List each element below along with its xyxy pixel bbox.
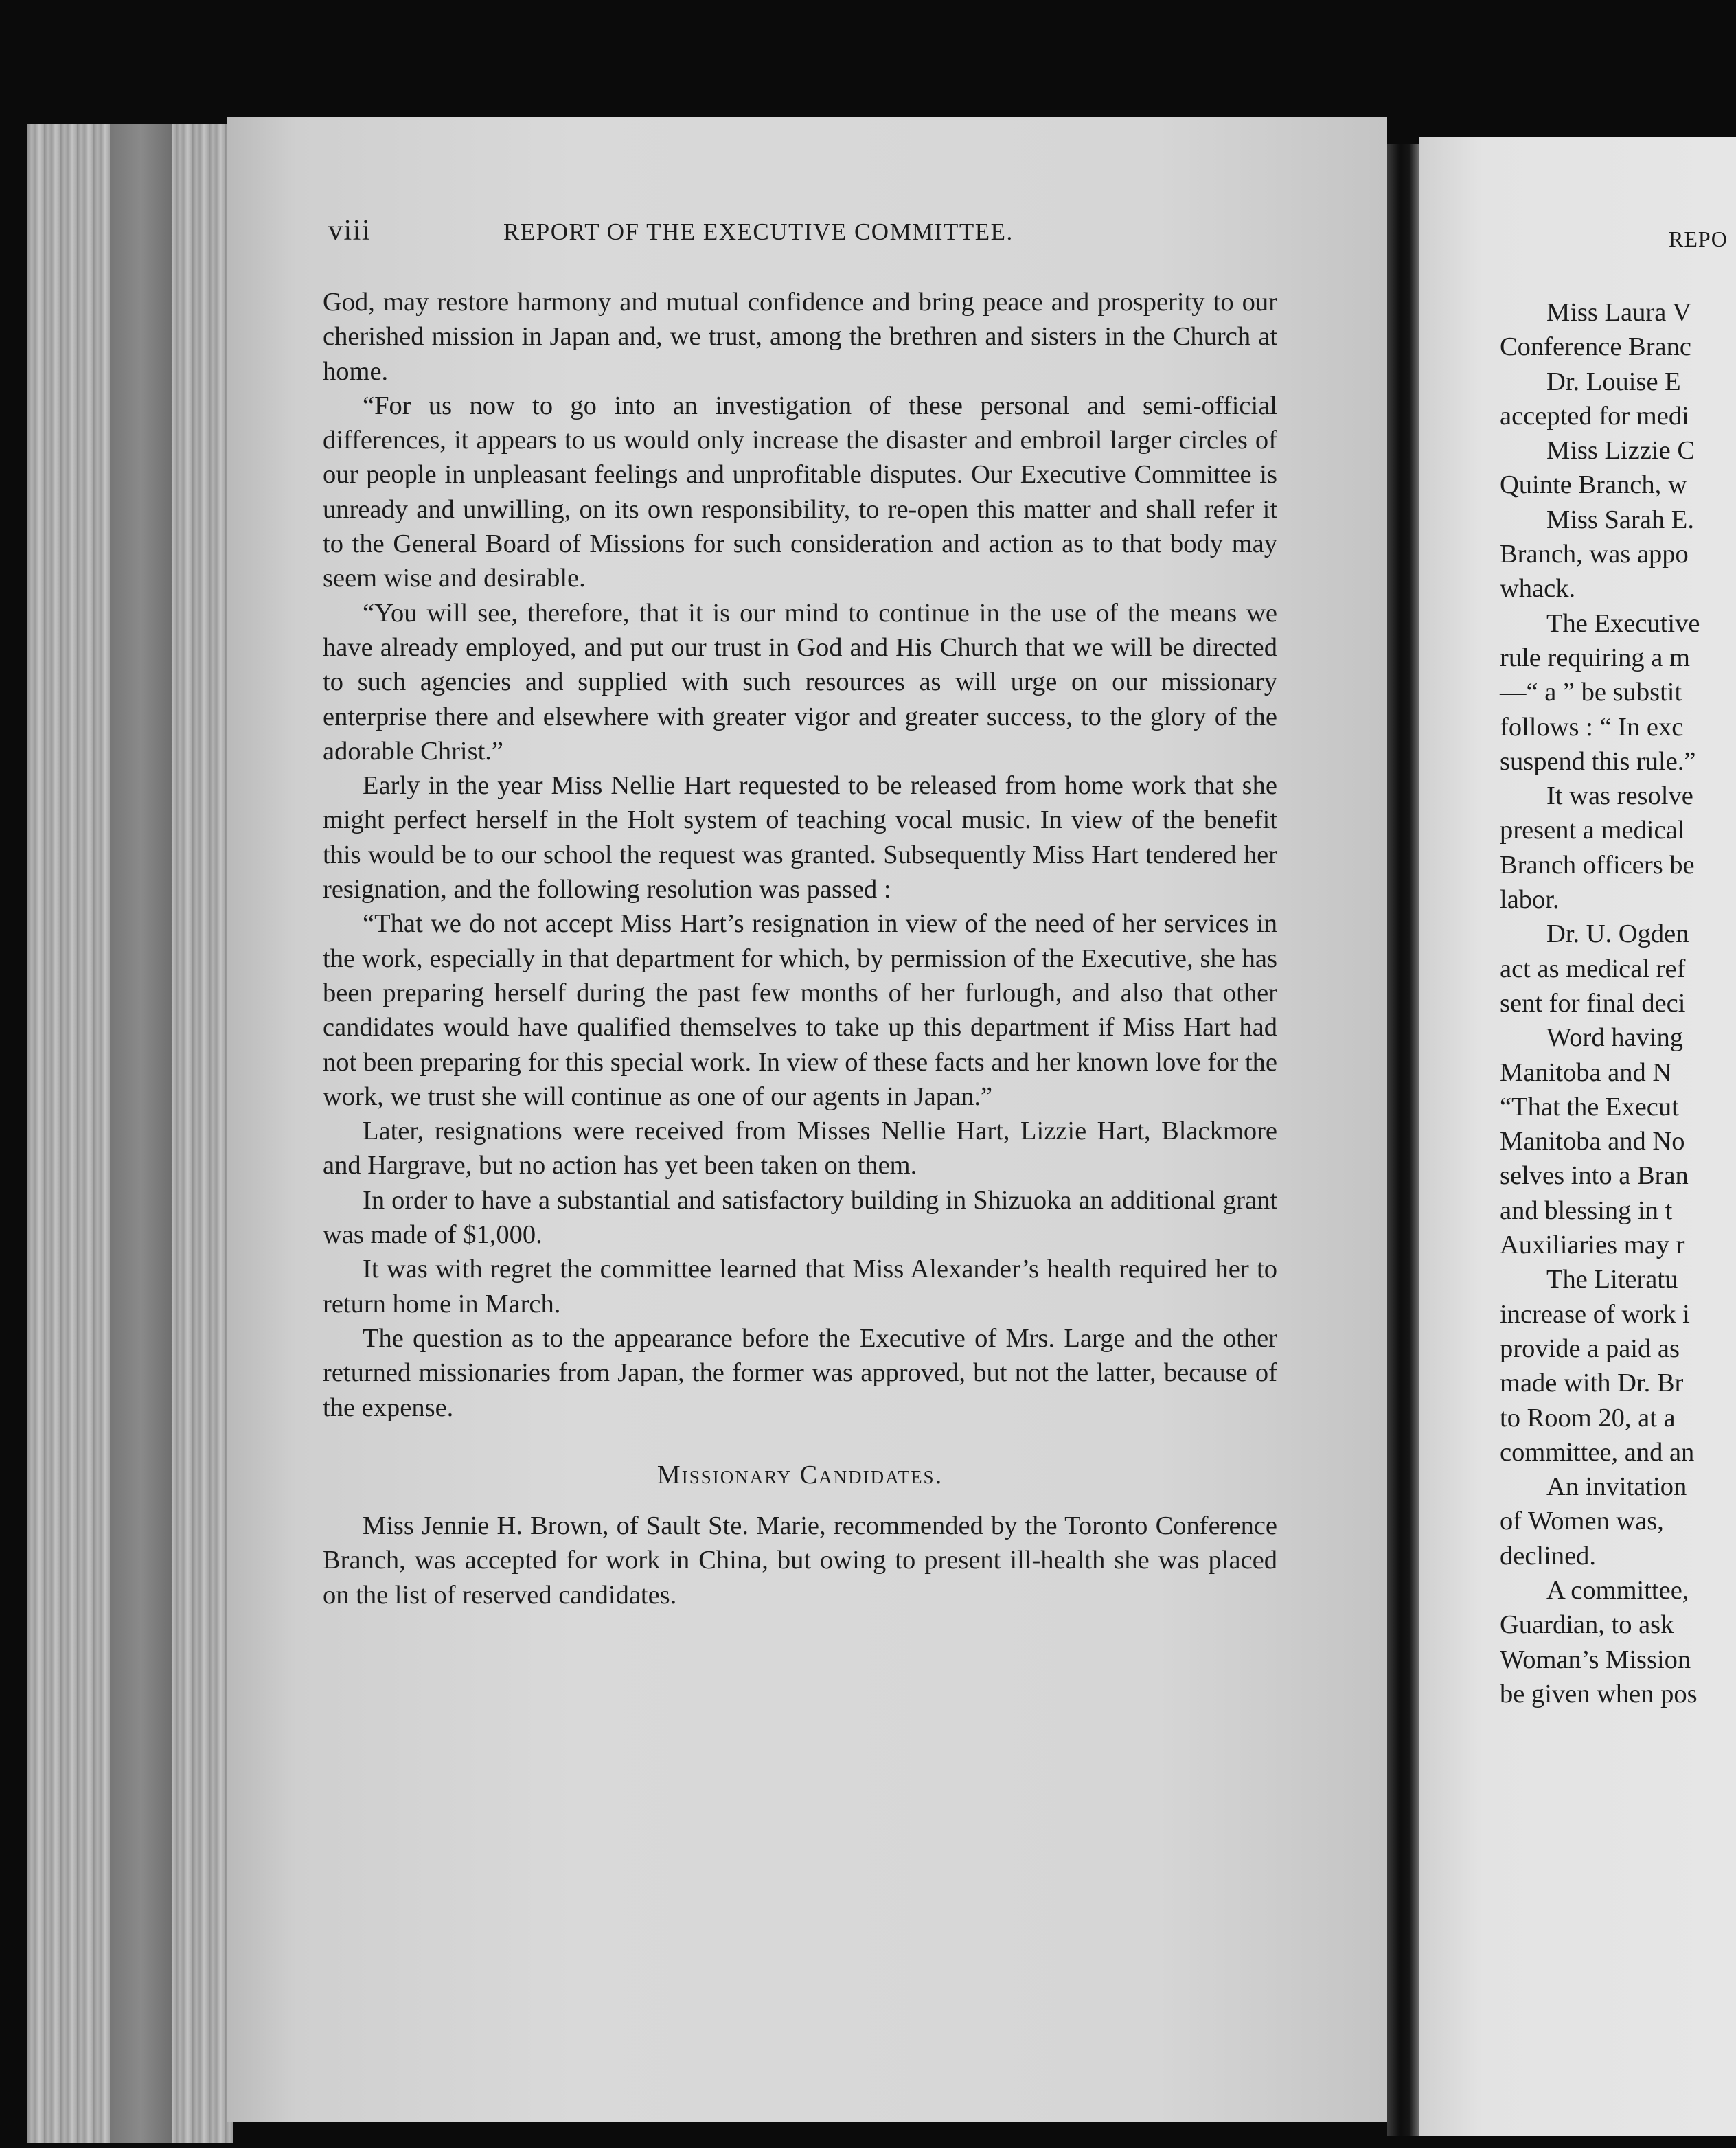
paragraph: The question as to the appearance before the Executive of Mrs. Large and the other returned missionaries from Japan, the former was approved, but not the latter, because of the expense. bbox=[323, 1323, 1277, 1422]
paragraph: “For us now to go into an investigation of these personal and semi-official differences, it appears to us would only increase the disaster and embroil larger circles of our people in unpleasant feelings and unprofitable disputes. Our Executive Committee is unready and unwilling, on its own responsibility, to re-open this matter and shall refer it to the General Board of Missions for such consideration and action as to that body may seem wise and desirable. bbox=[323, 391, 1277, 593]
page-edge-shadow bbox=[110, 124, 172, 2143]
paragraph: It was with regret the committee learned that Miss Alexander’s health required her to return home in March. bbox=[323, 1255, 1277, 1318]
text-line: Woman’s Mission bbox=[1500, 1645, 1691, 1674]
text-line: The Literatu bbox=[1546, 1265, 1678, 1294]
text-line: provide a paid as bbox=[1500, 1334, 1680, 1363]
text-line: It was resolve bbox=[1546, 781, 1693, 811]
text-line: An invitation bbox=[1546, 1472, 1687, 1502]
book-page-edges bbox=[27, 124, 233, 2143]
text-line: increase of work i bbox=[1500, 1299, 1690, 1329]
text-line: labor. bbox=[1500, 885, 1560, 915]
text-line: Miss Lizzie C bbox=[1546, 436, 1695, 466]
text-line: Miss Laura V bbox=[1546, 298, 1692, 327]
text-line: Conference Branc bbox=[1500, 332, 1691, 362]
text-line: made with Dr. Br bbox=[1500, 1369, 1684, 1398]
text-line: sent for final deci bbox=[1500, 988, 1686, 1018]
text-line: Branch officers be bbox=[1500, 850, 1695, 880]
text-line: whack. bbox=[1500, 574, 1576, 604]
text-line: Word having bbox=[1546, 1023, 1683, 1053]
text-line: suspend this rule.” bbox=[1500, 746, 1696, 776]
text-line: present a medical bbox=[1500, 816, 1685, 845]
right-page-body bbox=[1500, 295, 1736, 1711]
text-line: Guardian, to ask bbox=[1500, 1610, 1674, 1640]
text-line: Dr. Louise E bbox=[1546, 367, 1681, 396]
text-line: Manitoba and N bbox=[1500, 1058, 1672, 1087]
text-line: accepted for medi bbox=[1500, 401, 1689, 431]
text-line: of Women was, bbox=[1500, 1507, 1664, 1536]
paragraph: Later, resignations were received from Misses Nellie Hart, Lizzie Hart, Blackmore and Hargrave, but no action has yet been taken on them. bbox=[323, 1117, 1277, 1180]
text-line: The Executive bbox=[1546, 608, 1700, 638]
right-running-head: REPO bbox=[1669, 227, 1728, 251]
text-line: Auxiliaries may r bbox=[1500, 1231, 1685, 1260]
paragraph: God, may restore harmony and mutual confidence and bring peace and prosperity to our cherished mission in Japan and, we trust, among the brethren and sisters in the Church at home. bbox=[323, 288, 1277, 386]
text-line: “That the Execut bbox=[1500, 1092, 1679, 1121]
book-gutter bbox=[1387, 144, 1419, 2136]
text-line: Manitoba and No bbox=[1500, 1127, 1685, 1156]
paragraph: Miss Jennie H. Brown, of Sault Ste. Marie, recommended by the Toronto Conference Branch, was accepted for work in China, but owing to present ill-health she was placed on the list of reserved candidates. bbox=[323, 1511, 1277, 1610]
text-line: be given when pos bbox=[1500, 1679, 1698, 1709]
section-heading: Missionary Candidates. bbox=[656, 1460, 944, 1489]
paragraph: “You will see, therefore, that it is our mind to continue in the use of the means we have already employed, and put our trust in God and His Church that we will be directed to such agencies and supplied with such resources as will urge on our missionary enterprise there and elsewhere with greater vigor and greater success, to the glory of the adorable Christ.” bbox=[323, 598, 1277, 766]
text-line: and blessing in t bbox=[1500, 1196, 1673, 1225]
paragraph: In order to have a substantial and satisfactory building in Shizuoka an additional grant was made of $1,000. bbox=[323, 1185, 1277, 1250]
text-line: declined. bbox=[1500, 1541, 1597, 1570]
text-line: follows : “ In exc bbox=[1500, 712, 1684, 742]
text-line: committee, and an bbox=[1500, 1437, 1695, 1467]
text-line: rule requiring a m bbox=[1500, 643, 1690, 672]
text-line: Quinte Branch, w bbox=[1500, 470, 1687, 500]
page-number: viii bbox=[328, 215, 372, 247]
text-line: Branch, was appo bbox=[1500, 540, 1689, 569]
running-head-title: REPORT OF THE EXECUTIVE COMMITTEE. bbox=[503, 218, 1014, 245]
paragraph: “That we do not accept Miss Hart’s resignation in view of the need of her services in the work, especially in that department for which, by permission of the Executive, she has been preparing herself during the past few months of her furlough, and also that other candidates would have qualified themselves to take up this department if Miss Hart had not been preparing for this special work. In view of these facts and her known love for the work, we trust she will continue as one of our agents in Japan.” bbox=[323, 909, 1277, 1111]
section-paragraphs bbox=[323, 1509, 1277, 1612]
text-line: Dr. U. Ogden bbox=[1546, 919, 1689, 949]
body-paragraphs bbox=[323, 285, 1277, 1425]
text-line: to Room 20, at a bbox=[1500, 1403, 1676, 1432]
text-line: selves into a Bran bbox=[1500, 1161, 1689, 1191]
text-line: A committee, bbox=[1546, 1575, 1689, 1605]
paragraph: Early in the year Miss Nellie Hart requested to be released from home work that she might perfect herself in the Holt system of teaching vocal music. In view of the benefit this would be to our school the request was granted. Subsequently Miss Hart tendered her resignation, and the following resolution was passed : bbox=[323, 771, 1277, 904]
left-page-body bbox=[323, 285, 1277, 1612]
text-line: —“ a ” be substit bbox=[1500, 678, 1682, 707]
text-line: Miss Sarah E. bbox=[1546, 505, 1694, 534]
text-line: act as medical ref bbox=[1500, 954, 1686, 983]
